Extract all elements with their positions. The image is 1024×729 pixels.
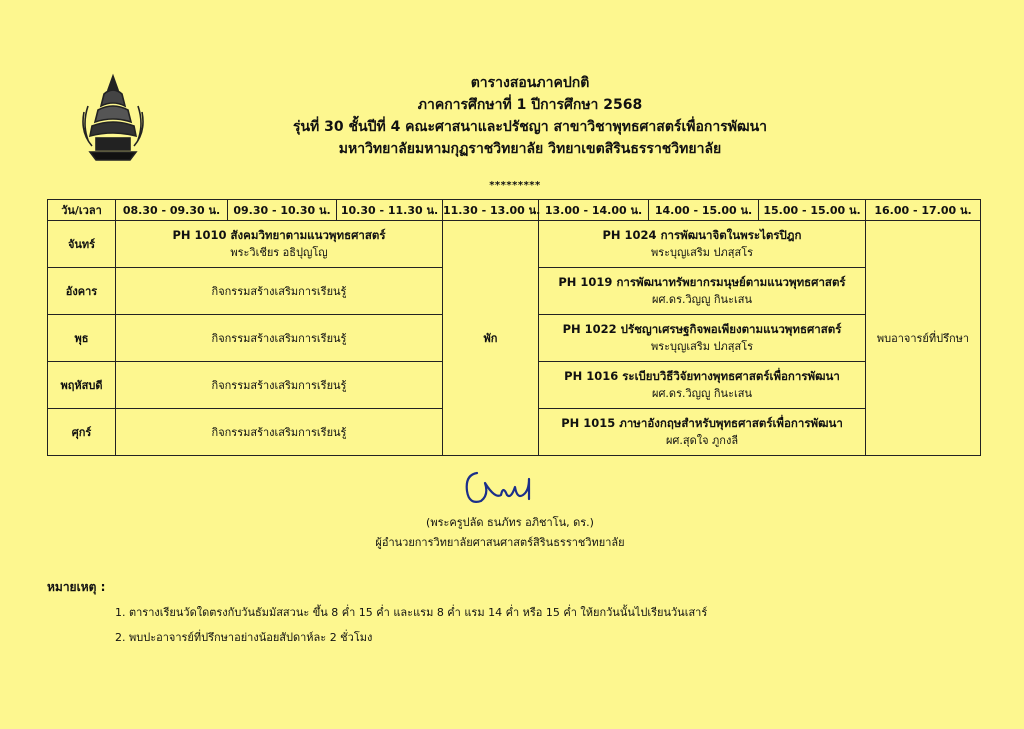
activity-cell: กิจกรรมสร้างเสริมการเรียนรู้ <box>116 315 443 362</box>
morning-course-cell <box>116 221 443 268</box>
handwritten-signature <box>455 465 555 510</box>
afternoon-course-cell <box>539 221 866 268</box>
activity-cell: กิจกรรมสร้างเสริมการเรียนรู้ <box>116 409 443 456</box>
notes-label: หมายเหตุ : <box>47 580 106 594</box>
time-header: 10.30 - 11.30 น. <box>337 200 443 221</box>
day-cell: พุธ <box>48 315 116 362</box>
table-row <box>48 221 981 268</box>
course-title: PH 1015 ภาษาอังกฤษสำหรับพุทธศาสตร์เพื่อการพัฒนา <box>561 416 843 430</box>
activity-cell: กิจกรรมสร้างเสริมการเรียนรู้ <box>116 268 443 315</box>
course-title: PH 1022 ปรัชญาเศรษฐกิจพอเพียงตามแนวพุทธศาสตร์ <box>562 322 842 336</box>
time-header: 13.00 - 14.00 น. <box>539 200 649 221</box>
header-title: ตารางสอนภาคปกติ <box>470 75 590 91</box>
day-cell: จันทร์ <box>48 221 116 268</box>
afternoon-course-cell <box>539 315 866 362</box>
note-item: 2. พบปะอาจารย์ที่ปรึกษาอย่างน้อยสัปดาห์ละ 2 ชั่วโมง <box>115 631 373 644</box>
time-header: 15.00 - 15.00 น. <box>759 200 866 221</box>
time-header: 14.00 - 15.00 น. <box>649 200 759 221</box>
header-class: รุ่นที่ 30 ชั้นปีที่ 4 คณะศาสนาและปรัชญา สาขาวิชาพุทธศาสตร์เพื่อการพัฒนา <box>292 119 768 135</box>
course-teacher: ผศ.ดร.วิญญู กินะเสน <box>652 387 752 400</box>
course-title: PH 1016 ระเบียบวิธีวิจัยทางพุทธศาสตร์เพื่อการพัฒนา <box>564 369 840 383</box>
break-cell: พัก <box>443 221 539 456</box>
day-cell: ศุกร์ <box>48 409 116 456</box>
course-teacher: พระบุญเสริม ปภสฺสโร <box>650 246 754 259</box>
university-emblem-icon <box>78 72 148 164</box>
activity-cell: กิจกรรมสร้างเสริมการเรียนรู้ <box>116 362 443 409</box>
time-header: 11.30 - 13.00 น. <box>443 200 539 221</box>
header-university: มหาวิทยาลัยมหามกุฏราชวิทยาลัย วิทยาเขตสิรินธรราชวิทยาลัย <box>338 141 722 157</box>
corner-header: วัน/เวลา <box>48 200 116 221</box>
afternoon-course-cell <box>539 409 866 456</box>
note-item: 1. ตารางเรียนวัดใดตรงกับวันธัมมัสสวนะ ขึ้น 8 ค่ำ 15 ค่ำ และแรม 8 ค่ำ แรม 14 ค่ำ หรือ 15 ค่ำ ให้ยกวันนั้นไปเรียนวันเสาร์ <box>115 606 708 619</box>
course-title: PH 1019 การพัฒนาทรัพยากรมนุษย์ตามแนวพุทธศาสตร์ <box>558 275 846 289</box>
day-cell: อังคาร <box>48 268 116 315</box>
course-teacher: พระบุญเสริม ปภสฺสโร <box>650 340 754 353</box>
advisor-cell: พบอาจารย์ที่ปรึกษา <box>866 221 981 456</box>
course-teacher: พระวิเชียร อธิปุญโญ <box>230 246 328 259</box>
time-header: 16.00 - 17.00 น. <box>866 200 981 221</box>
header-separator: ********* <box>489 180 541 191</box>
header-semester: ภาคการศึกษาที่ 1 ปีการศึกษา 2568 <box>417 97 643 113</box>
signer-name: (พระครูปลัด ธนภัทร อภิชาโน, ดร.) <box>426 516 594 529</box>
time-header: 08.30 - 09.30 น. <box>116 200 228 221</box>
course-title: PH 1010 สังคมวิทยาตามแนวพุทธศาสตร์ <box>172 228 386 242</box>
course-teacher: ผศ.สุดใจ ภูกงลี <box>665 434 739 447</box>
document-header <box>230 72 830 160</box>
afternoon-course-cell <box>539 362 866 409</box>
course-teacher: ผศ.ดร.วิญญู กินะเสน <box>652 293 752 306</box>
schedule-table <box>47 199 981 456</box>
afternoon-course-cell <box>539 268 866 315</box>
signer-title: ผู้อำนวยการวิทยาลัยศาสนศาสตร์สิรินธรราชวิทยาลัย <box>375 536 625 549</box>
course-title: PH 1024 การพัฒนาจิตในพระไตรปิฎก <box>602 228 802 242</box>
time-header: 09.30 - 10.30 น. <box>228 200 337 221</box>
table-header-row <box>48 200 981 221</box>
day-cell: พฤหัสบดี <box>48 362 116 409</box>
